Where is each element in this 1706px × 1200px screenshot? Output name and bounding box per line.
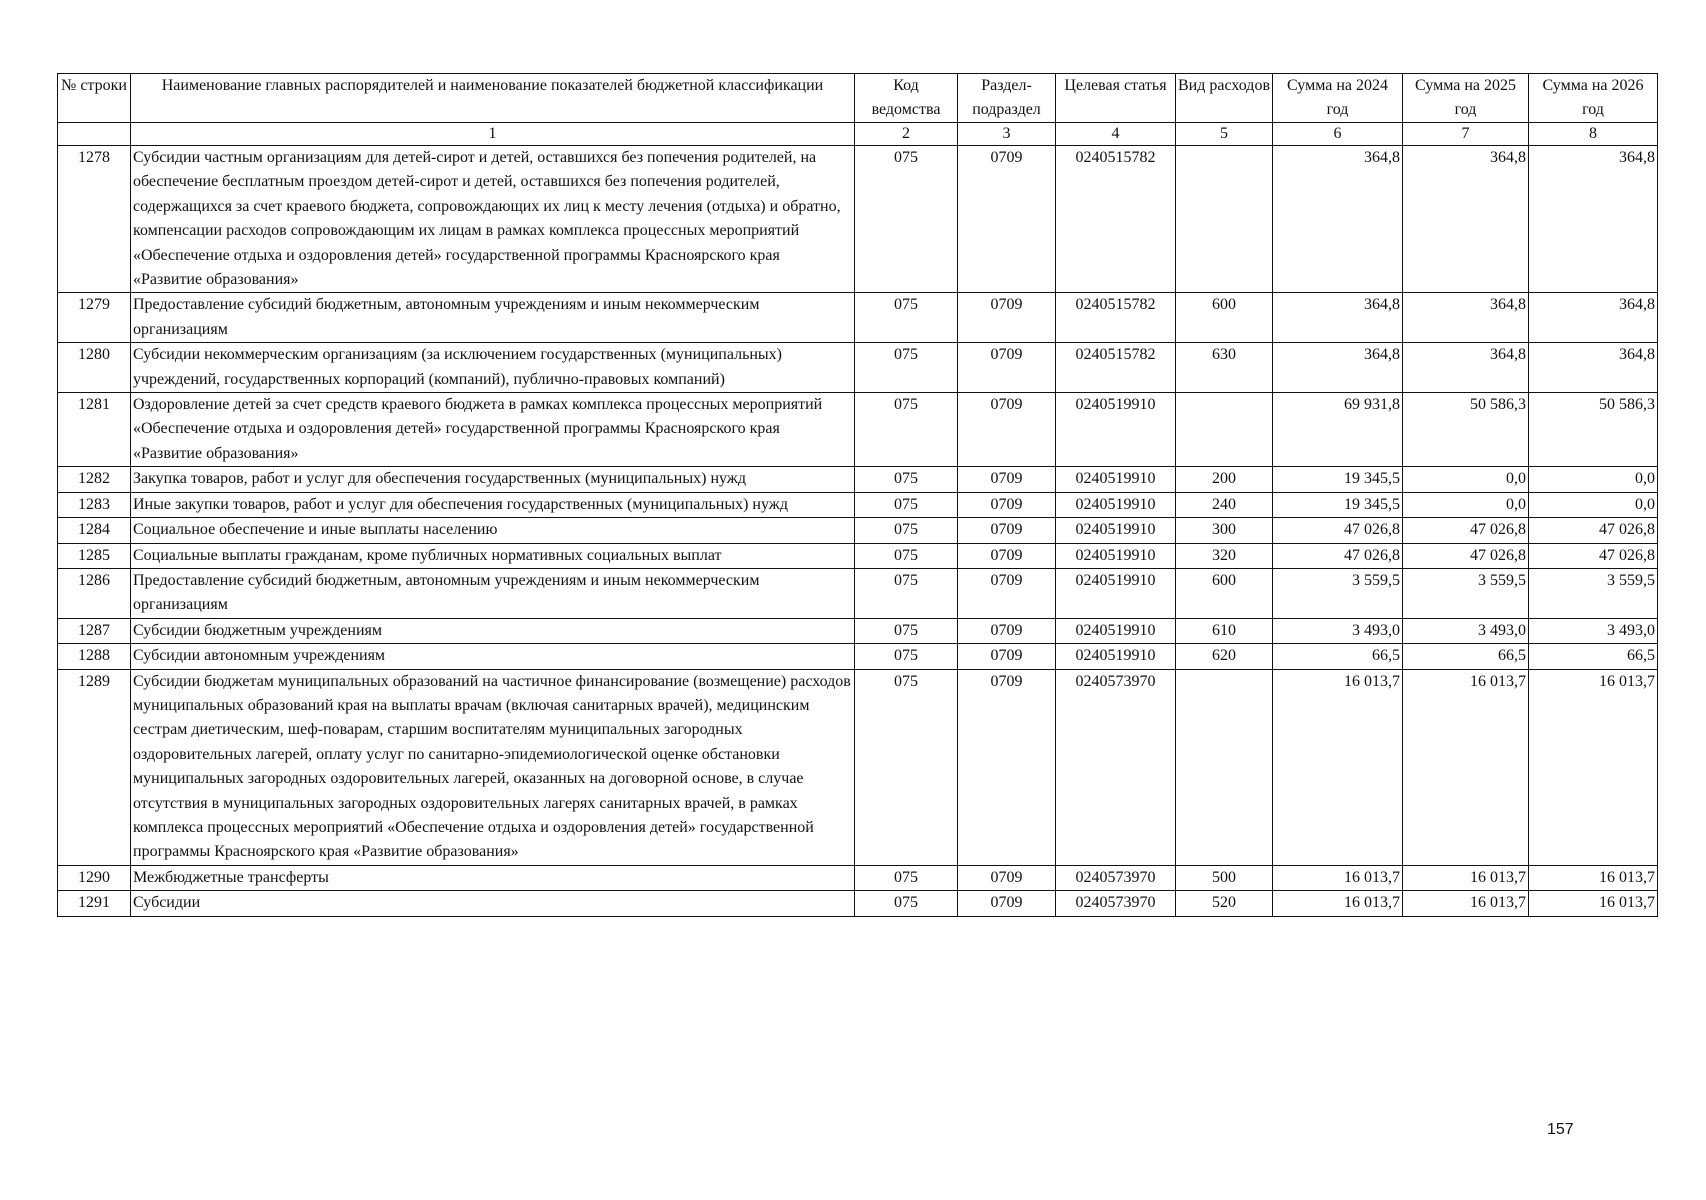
- table-row: [58, 343, 1658, 393]
- sum-2024: 3 559,5: [1273, 568, 1403, 618]
- row-name: Субсидии: [131, 891, 855, 916]
- sum-2024: 66,5: [1273, 644, 1403, 669]
- expense-type-code: 620: [1176, 644, 1273, 669]
- table-row: [58, 518, 1658, 543]
- dept-code: 075: [855, 518, 958, 543]
- sum-2026: 66,5: [1529, 644, 1658, 669]
- target-item-code: 0240515782: [1056, 293, 1176, 343]
- expense-type-code: 600: [1176, 293, 1273, 343]
- sum-2024: 69 931,8: [1273, 393, 1403, 467]
- expense-type-code: 520: [1176, 891, 1273, 916]
- column-number: 7: [1403, 123, 1529, 146]
- column-number: 1: [131, 123, 855, 146]
- row-name: Оздоровление детей за счет средств краевого бюджета в рамках комплекса процессных мероприятий «Обеспечение отдыха и оздоровления детей» государственной программы Красноярского края «Развитие образования»: [131, 393, 855, 467]
- dept-code: 075: [855, 618, 958, 643]
- dept-code: 075: [855, 568, 958, 618]
- row-number: 1290: [58, 865, 131, 890]
- section-code: 0709: [958, 393, 1056, 467]
- row-name: Закупка товаров, работ и услуг для обеспечения государственных (муниципальных) нужд: [131, 467, 855, 492]
- column-number: 2: [855, 123, 958, 146]
- row-name: Предоставление субсидий бюджетным, автономным учреждениям и иным некоммерческим организациям: [131, 293, 855, 343]
- sum-2025: 16 013,7: [1403, 865, 1529, 890]
- section-code: 0709: [958, 343, 1056, 393]
- row-name: Иные закупки товаров, работ и услуг для обеспечения государственных (муниципальных) нужд: [131, 492, 855, 517]
- row-name: Социальное обеспечение и иные выплаты населению: [131, 518, 855, 543]
- expense-type-code: [1176, 393, 1273, 467]
- expense-type-code: 320: [1176, 543, 1273, 568]
- row-number: 1282: [58, 467, 131, 492]
- table-row: [58, 618, 1658, 643]
- dept-code: 075: [855, 146, 958, 293]
- sum-2025: 66,5: [1403, 644, 1529, 669]
- section-code: 0709: [958, 669, 1056, 865]
- sum-2024: 364,8: [1273, 343, 1403, 393]
- table-row: [58, 492, 1658, 517]
- header-row: [58, 74, 1658, 123]
- target-item-code: 0240519910: [1056, 467, 1176, 492]
- row-number: 1287: [58, 618, 131, 643]
- row-number: 1285: [58, 543, 131, 568]
- column-number: 8: [1529, 123, 1658, 146]
- dept-code: 075: [855, 343, 958, 393]
- row-number: 1286: [58, 568, 131, 618]
- target-item-code: 0240519910: [1056, 568, 1176, 618]
- table-row: [58, 568, 1658, 618]
- table-row: [58, 393, 1658, 467]
- expense-type-code: 610: [1176, 618, 1273, 643]
- header-target-item: Целевая статья: [1056, 74, 1176, 123]
- budget-table: [57, 73, 1658, 917]
- section-code: 0709: [958, 644, 1056, 669]
- row-name: Межбюджетные трансферты: [131, 865, 855, 890]
- target-item-code: 0240519910: [1056, 393, 1176, 467]
- sum-2024: 16 013,7: [1273, 891, 1403, 916]
- row-name: Субсидии автономным учреждениям: [131, 644, 855, 669]
- sum-2025: 364,8: [1403, 343, 1529, 393]
- row-number: 1279: [58, 293, 131, 343]
- expense-type-code: 300: [1176, 518, 1273, 543]
- table-row: [58, 467, 1658, 492]
- sum-2025: 47 026,8: [1403, 518, 1529, 543]
- expense-type-code: [1176, 669, 1273, 865]
- sum-2026: 0,0: [1529, 467, 1658, 492]
- sum-2024: 16 013,7: [1273, 669, 1403, 865]
- sum-2026: 0,0: [1529, 492, 1658, 517]
- sum-2026: 364,8: [1529, 293, 1658, 343]
- target-item-code: 0240519910: [1056, 492, 1176, 517]
- header-sum-2026: Сумма на 2026 год: [1529, 74, 1658, 123]
- section-code: 0709: [958, 865, 1056, 890]
- section-code: 0709: [958, 543, 1056, 568]
- row-name: Социальные выплаты гражданам, кроме публичных нормативных социальных выплат: [131, 543, 855, 568]
- sum-2025: 16 013,7: [1403, 669, 1529, 865]
- row-name: Субсидии частным организациям для детей-сирот и детей, оставшихся без попечения родителей, на обеспечение бесплатным проездом детей-сирот и детей, оставшихся без попечения родителей, содержащихся за счет краевого бюджета, сопровождающих их лиц к месту лечения (отдыха) и обратно, компенсации расходов сопровождающим их лицам в рамках комплекса процессных мероприятий «Обеспечение отдыха и оздоровления детей» государственной программы Красноярского края «Развитие образования»: [131, 146, 855, 293]
- table-row: [58, 891, 1658, 916]
- table-row: [58, 293, 1658, 343]
- sum-2026: 50 586,3: [1529, 393, 1658, 467]
- sum-2025: 364,8: [1403, 293, 1529, 343]
- target-item-code: 0240573970: [1056, 891, 1176, 916]
- sum-2024: 3 493,0: [1273, 618, 1403, 643]
- sum-2025: 16 013,7: [1403, 891, 1529, 916]
- target-item-code: 0240519910: [1056, 543, 1176, 568]
- sum-2024: 16 013,7: [1273, 865, 1403, 890]
- section-code: 0709: [958, 467, 1056, 492]
- dept-code: 075: [855, 865, 958, 890]
- section-code: 0709: [958, 146, 1056, 293]
- row-name: Субсидии некоммерческим организациям (за исключением государственных (муниципальных) учреждений, государственных корпораций (компаний), публично-правовых компаний): [131, 343, 855, 393]
- section-code: 0709: [958, 891, 1056, 916]
- row-number: 1281: [58, 393, 131, 467]
- header-section: Раздел-подраздел: [958, 74, 1056, 123]
- dept-code: 075: [855, 891, 958, 916]
- sum-2025: 50 586,3: [1403, 393, 1529, 467]
- table-row: [58, 644, 1658, 669]
- target-item-code: 0240573970: [1056, 865, 1176, 890]
- sum-2026: 16 013,7: [1529, 669, 1658, 865]
- section-code: 0709: [958, 293, 1056, 343]
- dept-code: 075: [855, 644, 958, 669]
- sum-2025: 47 026,8: [1403, 543, 1529, 568]
- header-name: Наименование главных распорядителей и наименование показателей бюджетной классификации: [131, 74, 855, 123]
- sum-2026: 3 559,5: [1529, 568, 1658, 618]
- sum-2024: 364,8: [1273, 146, 1403, 293]
- section-code: 0709: [958, 518, 1056, 543]
- header-row-no: № строки: [58, 74, 131, 123]
- row-number: 1280: [58, 343, 131, 393]
- column-number-blank: [58, 123, 131, 146]
- target-item-code: 0240573970: [1056, 669, 1176, 865]
- sum-2025: 364,8: [1403, 146, 1529, 293]
- dept-code: 075: [855, 669, 958, 865]
- sum-2025: 3 493,0: [1403, 618, 1529, 643]
- dept-code: 075: [855, 543, 958, 568]
- sum-2026: 16 013,7: [1529, 865, 1658, 890]
- row-number: 1289: [58, 669, 131, 865]
- expense-type-code: 630: [1176, 343, 1273, 393]
- sum-2026: 364,8: [1529, 146, 1658, 293]
- table-row: [58, 543, 1658, 568]
- column-number: 4: [1056, 123, 1176, 146]
- header-sum-2025: Сумма на 2025 год: [1403, 74, 1529, 123]
- target-item-code: 0240519910: [1056, 518, 1176, 543]
- table-row: [58, 669, 1658, 865]
- sum-2025: 0,0: [1403, 492, 1529, 517]
- dept-code: 075: [855, 492, 958, 517]
- sum-2024: 47 026,8: [1273, 543, 1403, 568]
- header-dept-code: Код ведомства: [855, 74, 958, 123]
- target-item-code: 0240515782: [1056, 343, 1176, 393]
- section-code: 0709: [958, 492, 1056, 517]
- header-sum-2024: Сумма на 2024 год: [1273, 74, 1403, 123]
- row-name: Субсидии бюджетам муниципальных образований на частичное финансирование (возмещение) расходов муниципальных образований края на выплаты врачам (включая санитарных врачей), медицинским сестрам диетическим, шеф-поварам, старшим воспитателям муниципальных загородных оздоровительных лагерей, оплату услуг по санитарно-эпидемиологической оценке обстановки муниципальных загородных оздоровительных лагерей, оказанных на договорной основе, в случае отсутствия в муниципальных загородных оздоровительных лагерях санитарных врачей, в рамках комплекса процессных мероприятий «Обеспечение отдыха и оздоровления детей» государственной программы Красноярского края «Развитие образования»: [131, 669, 855, 865]
- row-number: 1291: [58, 891, 131, 916]
- sum-2026: 47 026,8: [1529, 518, 1658, 543]
- sum-2026: 3 493,0: [1529, 618, 1658, 643]
- expense-type-code: [1176, 146, 1273, 293]
- sum-2026: 364,8: [1529, 343, 1658, 393]
- sum-2026: 47 026,8: [1529, 543, 1658, 568]
- sum-2025: 0,0: [1403, 467, 1529, 492]
- row-number: 1283: [58, 492, 131, 517]
- row-name: Предоставление субсидий бюджетным, автономным учреждениям и иным некоммерческим организациям: [131, 568, 855, 618]
- header-expense-type: Вид расходов: [1176, 74, 1273, 123]
- dept-code: 075: [855, 293, 958, 343]
- sum-2024: 364,8: [1273, 293, 1403, 343]
- row-number: 1278: [58, 146, 131, 293]
- page-number: 157: [1547, 1121, 1574, 1138]
- target-item-code: 0240519910: [1056, 644, 1176, 669]
- sum-2026: 16 013,7: [1529, 891, 1658, 916]
- target-item-code: 0240515782: [1056, 146, 1176, 293]
- row-number: 1284: [58, 518, 131, 543]
- column-number: 6: [1273, 123, 1403, 146]
- expense-type-code: 240: [1176, 492, 1273, 517]
- section-code: 0709: [958, 618, 1056, 643]
- sum-2024: 19 345,5: [1273, 467, 1403, 492]
- column-number-row: [58, 123, 1658, 146]
- target-item-code: 0240519910: [1056, 618, 1176, 643]
- expense-type-code: 600: [1176, 568, 1273, 618]
- dept-code: 075: [855, 467, 958, 492]
- table-body: [58, 146, 1658, 917]
- dept-code: 075: [855, 393, 958, 467]
- section-code: 0709: [958, 568, 1056, 618]
- expense-type-code: 500: [1176, 865, 1273, 890]
- row-number: 1288: [58, 644, 131, 669]
- column-number: 5: [1176, 123, 1273, 146]
- expense-type-code: 200: [1176, 467, 1273, 492]
- row-name: Субсидии бюджетным учреждениям: [131, 618, 855, 643]
- column-number: 3: [958, 123, 1056, 146]
- sum-2024: 47 026,8: [1273, 518, 1403, 543]
- table-row: [58, 865, 1658, 890]
- sum-2025: 3 559,5: [1403, 568, 1529, 618]
- sum-2024: 19 345,5: [1273, 492, 1403, 517]
- table-row: [58, 146, 1658, 293]
